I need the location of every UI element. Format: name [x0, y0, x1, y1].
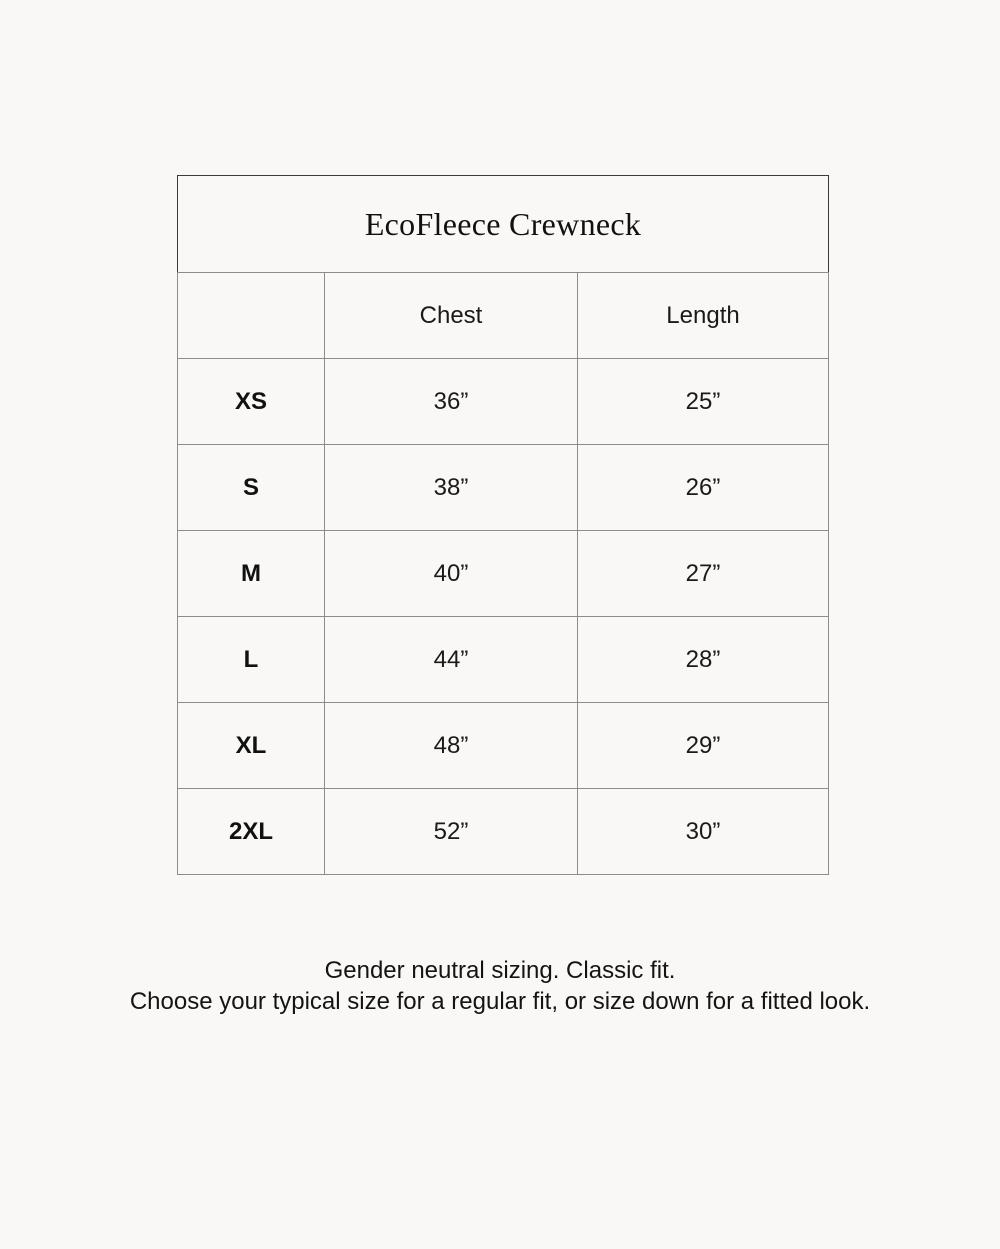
- chest-value: 52”: [325, 789, 578, 875]
- table-row: [178, 789, 829, 875]
- table-row: [178, 531, 829, 617]
- table-row: [178, 617, 829, 703]
- header-size: [178, 273, 325, 359]
- chart-title: EcoFleece Crewneck: [178, 176, 829, 273]
- sizing-note: [0, 955, 1000, 1017]
- table-row: [178, 445, 829, 531]
- length-value: 30”: [578, 789, 829, 875]
- size-label: S: [178, 445, 325, 531]
- chest-value: 38”: [325, 445, 578, 531]
- length-value: 27”: [578, 531, 829, 617]
- table-row: [178, 359, 829, 445]
- size-label: L: [178, 617, 325, 703]
- length-value: 26”: [578, 445, 829, 531]
- length-value: 28”: [578, 617, 829, 703]
- chest-value: 40”: [325, 531, 578, 617]
- sizing-note-line-2: Choose your typical size for a regular fit, or size down for a fitted look.: [129, 988, 871, 1015]
- size-label: M: [178, 531, 325, 617]
- header-chest: Chest: [325, 273, 578, 359]
- header-length: Length: [578, 273, 829, 359]
- header-row: [178, 273, 829, 359]
- size-label: 2XL: [178, 789, 325, 875]
- length-value: 29”: [578, 703, 829, 789]
- size-label: XS: [178, 359, 325, 445]
- size-label: XL: [178, 703, 325, 789]
- length-value: 25”: [578, 359, 829, 445]
- chest-value: 44”: [325, 617, 578, 703]
- chest-value: 48”: [325, 703, 578, 789]
- sizing-note-line-1: Gender neutral sizing. Classic fit.: [324, 957, 676, 984]
- title-row: [178, 176, 829, 273]
- table-row: [178, 703, 829, 789]
- chest-value: 36”: [325, 359, 578, 445]
- size-chart-table: [177, 175, 829, 875]
